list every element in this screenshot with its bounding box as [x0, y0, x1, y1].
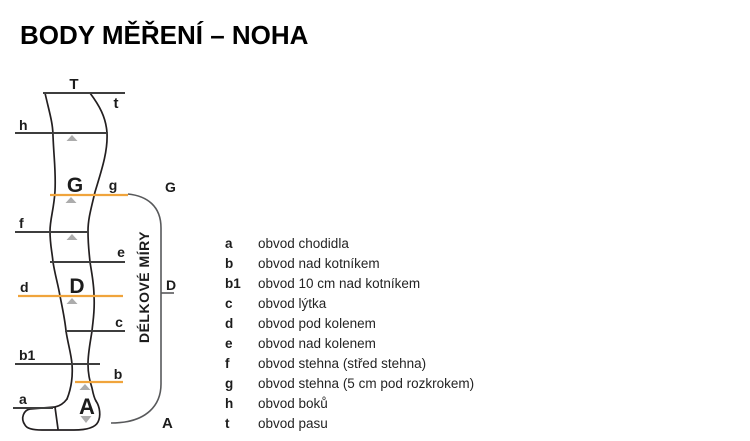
legend-description: obvod boků — [258, 396, 328, 411]
leg-diagram — [0, 0, 215, 441]
legend-description: obvod nad kolenem — [258, 336, 376, 351]
point-label-t: t — [113, 95, 119, 112]
legend-key: a — [225, 236, 233, 251]
point-label-f: f — [19, 215, 24, 231]
marker-triangle-f — [67, 234, 78, 240]
legend-key: h — [225, 396, 234, 411]
page-title: BODY MĚŘENÍ – NOHA — [20, 20, 309, 50]
legend-row-g — [225, 374, 545, 394]
legend-description: obvod stehna (5 cm pod rozkrokem) — [258, 376, 475, 391]
point-label-d: d — [20, 279, 29, 295]
legend-row-b — [225, 254, 545, 274]
point-label-G-big: G — [66, 174, 84, 197]
measurement-legend — [225, 234, 545, 434]
legend-row-t — [225, 414, 545, 434]
legend-row-f — [225, 354, 545, 374]
legend-key: e — [225, 336, 233, 351]
legend-description: obvod 10 cm nad kotníkem — [258, 276, 421, 291]
legend-row-b1 — [225, 274, 545, 294]
bracket-label-D: D — [166, 277, 177, 293]
leg-outline-right — [88, 93, 107, 401]
marker-triangle-d — [67, 298, 78, 304]
legend-description: obvod stehna (střed stehna) — [258, 356, 427, 371]
point-label-b1: b1 — [19, 347, 36, 363]
leg-outline-left — [45, 93, 72, 399]
bracket-label-A: A — [162, 415, 173, 432]
point-label-g: g — [108, 177, 118, 193]
point-label-e: e — [117, 244, 125, 260]
legend-description: obvod nad kotníkem — [258, 256, 380, 271]
heel-seam-line — [55, 407, 58, 429]
point-label-T: T — [69, 76, 79, 93]
legend-description: obvod pod kolenem — [258, 316, 376, 331]
point-label-a: a — [19, 391, 27, 407]
legend-row-e — [225, 334, 545, 354]
legend-key: b1 — [225, 276, 241, 291]
legend-key: f — [225, 356, 230, 371]
legend-description: obvod lýtka — [258, 296, 327, 311]
legend-row-h — [225, 394, 545, 414]
legend-row-a — [225, 234, 545, 254]
point-label-b: b — [113, 366, 123, 382]
legend-description: obvod pasu — [258, 416, 328, 431]
point-label-D-big: D — [69, 275, 85, 298]
point-label-A-big: A — [79, 394, 95, 419]
point-label-c: c — [115, 314, 123, 330]
marker-triangle-b — [80, 384, 91, 390]
legend-key: d — [225, 316, 234, 331]
legend-description: obvod chodidla — [258, 236, 349, 251]
legend-key: t — [225, 416, 230, 431]
legend-key: b — [225, 256, 234, 271]
marker-triangle-h — [67, 135, 78, 141]
bracket-label-G: G — [165, 179, 176, 195]
point-label-h: h — [19, 117, 28, 133]
legend-key: g — [225, 376, 234, 391]
legend-row-d — [225, 314, 545, 334]
legend-row-c — [225, 294, 545, 314]
marker-triangle-g — [66, 197, 77, 203]
length-measures-axis-label: DÉLKOVÉ MÍRY — [136, 230, 152, 344]
legend-key: c — [225, 296, 233, 311]
